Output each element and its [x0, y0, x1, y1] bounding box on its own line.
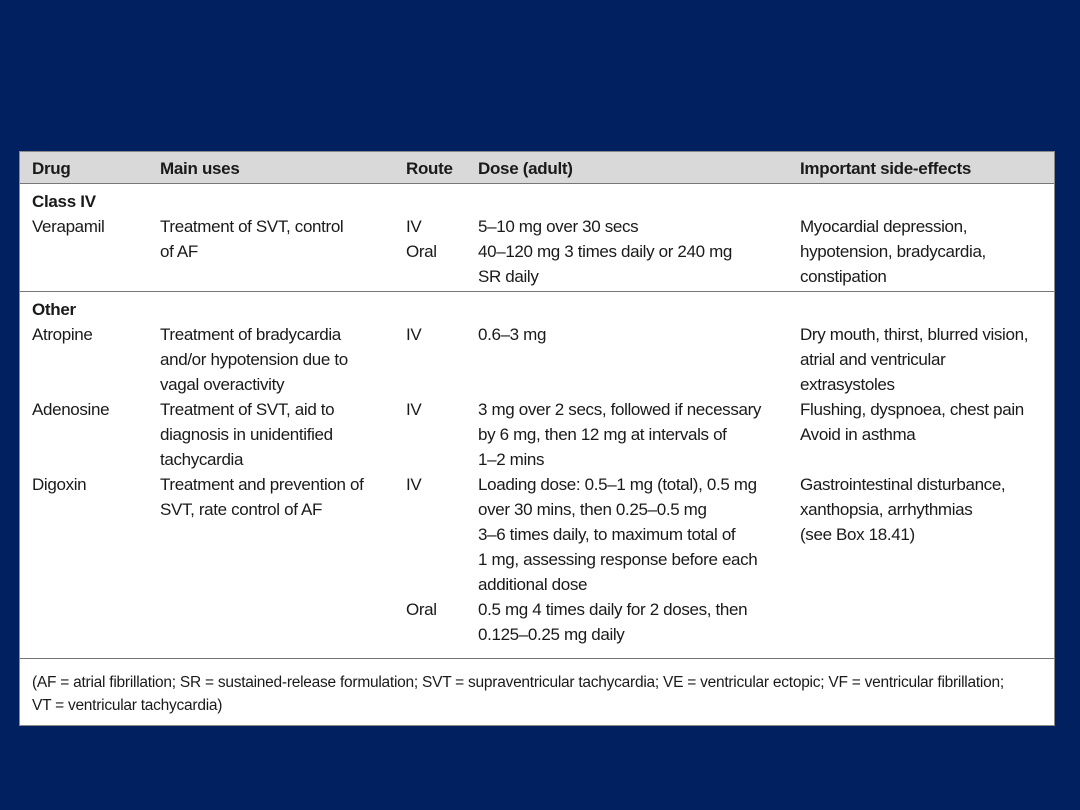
side-effects: [800, 214, 1052, 289]
main-uses-line: of AF: [160, 242, 198, 261]
side-effects-line: Myocardial depression,: [800, 217, 968, 236]
dose-line: 0.125–0.25 mg daily: [478, 625, 625, 644]
header-dose: Dose (adult): [478, 159, 573, 178]
footnote-divider: [20, 658, 1054, 659]
side-effects: [800, 397, 1052, 447]
dose: [478, 397, 796, 472]
route: [406, 322, 476, 347]
main-uses: [160, 214, 405, 264]
route: [406, 214, 476, 264]
section-title-other: Other: [32, 300, 76, 319]
main-uses-line: Treatment of bradycardia: [160, 325, 341, 344]
footnote-line: (AF = atrial fibrillation; SR = sustained-release formulation; SVT = supraventricular tachycardia; VE = ventricular ectopic; VF = ventricular fibrillation;: [32, 674, 1004, 691]
table-footnote: [32, 671, 1042, 717]
drug-table: [19, 151, 1055, 726]
dose-line: by 6 mg, then 12 mg at intervals of: [478, 425, 727, 444]
dose-line: 3 mg over 2 secs, followed if necessary: [478, 400, 762, 419]
side-effects-line: extrasystoles: [800, 375, 895, 394]
header-side-effects: Important side-effects: [800, 159, 971, 178]
table-header-row: [20, 152, 1054, 184]
main-uses-line: and/or hypotension due to: [160, 350, 348, 369]
side-effects-line: (see Box 18.41): [800, 525, 915, 544]
main-uses-line: SVT, rate control of AF: [160, 500, 323, 519]
side-effects-line: Gastrointestinal disturbance,: [800, 475, 1006, 494]
dose: [478, 214, 796, 289]
section-title-class-iv: Class IV: [32, 192, 96, 211]
dose-line: 0.5 mg 4 times daily for 2 doses, then: [478, 600, 748, 619]
main-uses-line: Treatment and prevention of: [160, 475, 364, 494]
side-effects-line: constipation: [800, 267, 887, 286]
main-uses: [160, 397, 405, 472]
dose-line: 1–2 mins: [478, 450, 545, 469]
drug-name: Verapamil: [32, 217, 105, 236]
route-line: IV: [406, 475, 422, 494]
drug-name: Atropine: [32, 325, 93, 344]
dose: [478, 472, 796, 647]
dose-line: 0.6–3 mg: [478, 325, 547, 344]
main-uses: [160, 472, 405, 522]
dose-line: Loading dose: 0.5–1 mg (total), 0.5 mg: [478, 475, 757, 494]
drug-name: Adenosine: [32, 400, 110, 419]
route-line: IV: [406, 400, 422, 419]
dose-line: 40–120 mg 3 times daily or 240 mg: [478, 242, 732, 261]
main-uses-line: tachycardia: [160, 450, 244, 469]
side-effects: [800, 472, 1052, 547]
route: [406, 472, 476, 497]
main-uses-line: Treatment of SVT, aid to: [160, 400, 335, 419]
side-effects-line: hypotension, bradycardia,: [800, 242, 986, 261]
side-effects: [800, 322, 1052, 397]
route: [406, 397, 476, 422]
section-divider: [20, 291, 1054, 292]
route: [406, 597, 476, 622]
route-line: IV: [406, 325, 422, 344]
side-effects-line: Flushing, dyspnoea, chest pain: [800, 400, 1024, 419]
header-drug: Drug: [32, 159, 71, 178]
dose-line: 1 mg, assessing response before each: [478, 550, 758, 569]
route-line: Oral: [406, 600, 437, 619]
side-effects-line: Dry mouth, thirst, blurred vision,: [800, 325, 1029, 344]
main-uses-line: diagnosis in unidentified: [160, 425, 333, 444]
dose: [478, 322, 796, 347]
dose-line: additional dose: [478, 575, 588, 594]
route-line: Oral: [406, 242, 437, 261]
footnote-line: VT = ventricular tachycardia): [32, 697, 223, 714]
main-uses-line: vagal overactivity: [160, 375, 285, 394]
side-effects-line: xanthopsia, arrhythmias: [800, 500, 973, 519]
route-line: IV: [406, 217, 422, 236]
header-main-uses: Main uses: [160, 159, 240, 178]
dose-line: over 30 mins, then 0.25–0.5 mg: [478, 500, 707, 519]
side-effects-line: Avoid in asthma: [800, 425, 916, 444]
dose-line: 5–10 mg over 30 secs: [478, 217, 639, 236]
side-effects-line: atrial and ventricular: [800, 350, 946, 369]
dose-line: 3–6 times daily, to maximum total of: [478, 525, 736, 544]
main-uses-line: Treatment of SVT, control: [160, 217, 344, 236]
dose-line: SR daily: [478, 267, 539, 286]
main-uses: [160, 322, 405, 397]
drug-name: Digoxin: [32, 475, 87, 494]
header-route: Route: [406, 159, 453, 178]
